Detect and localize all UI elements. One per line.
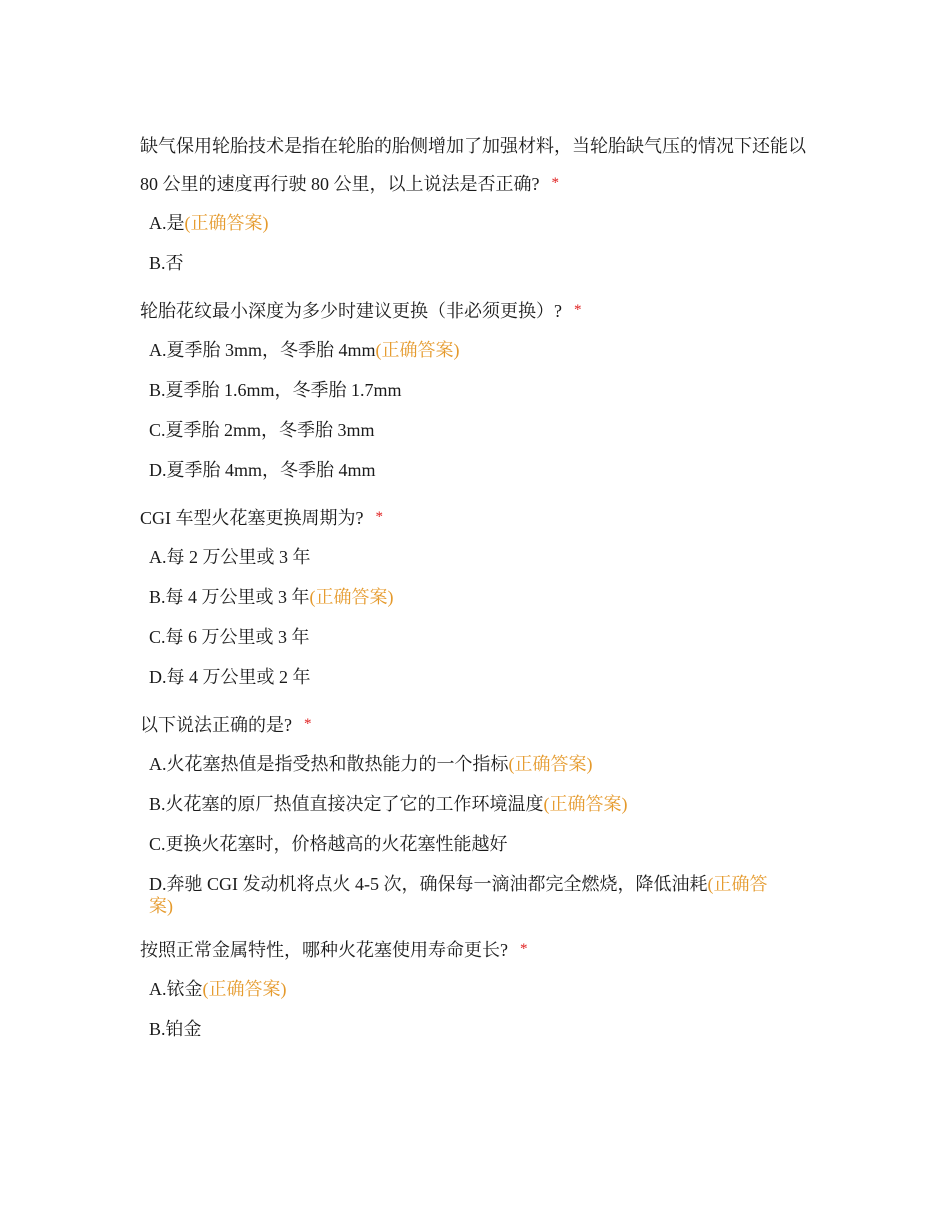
answer-option [149,546,820,568]
required-marker: * [304,716,312,732]
option-text: B.铂金 [149,1019,202,1039]
answer-option [149,212,820,234]
option-text: D.奔驰 CGI 发动机将点火 4-5 次，确保每一滴油都完全燃烧，降低油耗 [149,874,708,894]
option-text: B.火花塞的原厂热值直接决定了它的工作环境温度 [149,794,544,814]
answer-option [149,833,820,855]
option-text: B.夏季胎 1.6mm，冬季胎 1.7mm [149,380,402,400]
option-text: A.火花塞热值是指受热和散热能力的一个指标 [149,754,509,774]
option-text: C.每 6 万公里或 3 年 [149,627,310,647]
question-text: 缺气保用轮胎技术是指在轮胎的胎侧增加了加强材料，当轮胎缺气压的情况下还能以 80 公里的速度再行驶 80 公里，以上说法是否正确? [140,136,806,194]
answer-option [149,339,820,361]
answer-option [149,1018,820,1040]
answer-option [149,753,820,775]
option-text: A.每 2 万公里或 3 年 [149,547,311,567]
question-title [140,128,820,203]
question-title [140,499,820,537]
option-text: C.更换火花塞时，价格越高的火花塞性能越好 [149,834,508,854]
required-marker: * [520,941,528,957]
answer-option [149,666,820,688]
option-list [140,212,820,274]
correct-answer-tag: (正确答案) [508,754,593,774]
option-list [140,753,820,917]
question-block [140,706,820,917]
option-text: D.每 4 万公里或 2 年 [149,667,311,687]
option-text: A.夏季胎 3mm，冬季胎 4mm [149,340,376,360]
correct-answer-tag: (正确答案) [375,340,460,360]
question-title [140,706,820,744]
correct-answer-tag: (正确答案) [184,213,269,233]
question-text: 按照正常金属特性，哪种火花塞使用寿命更长? [140,940,508,960]
question-block [140,931,820,1040]
option-text: C.夏季胎 2mm，冬季胎 3mm [149,420,375,440]
question-block [140,292,820,481]
question-text: 以下说法正确的是? [140,715,292,735]
option-text: A.铱金 [149,979,203,999]
required-marker: * [375,509,383,525]
required-marker: * [574,302,582,318]
answer-option [149,626,820,648]
answer-option [149,379,820,401]
option-text: B.否 [149,253,184,273]
option-list [140,546,820,688]
required-marker: * [551,175,559,191]
correct-answer-tag: (正确答案) [543,794,628,814]
answer-option [149,419,820,441]
correct-answer-tag: (正确答案) [309,587,394,607]
answer-option [149,459,820,481]
question-title [140,931,820,969]
answer-option [149,252,820,274]
option-text: A.是 [149,213,185,233]
answer-option [149,586,820,608]
question-text: 轮胎花纹最小深度为多少时建议更换（非必须更换）? [140,301,562,321]
answer-option [149,873,789,917]
option-text: B.每 4 万公里或 3 年 [149,587,310,607]
question-text: CGI 车型火花塞更换周期为? [140,508,364,528]
option-list [140,978,820,1040]
option-text: D.夏季胎 4mm，冬季胎 4mm [149,460,376,480]
correct-answer-tag: (正确答案) [202,979,287,999]
correct-answer-tag: (正确答案) [149,874,768,916]
quiz-document [140,128,820,1058]
answer-option [149,978,820,1000]
answer-option [149,793,820,815]
option-list [140,339,820,481]
question-block [140,499,820,688]
question-title [140,292,820,330]
question-block [140,128,820,274]
